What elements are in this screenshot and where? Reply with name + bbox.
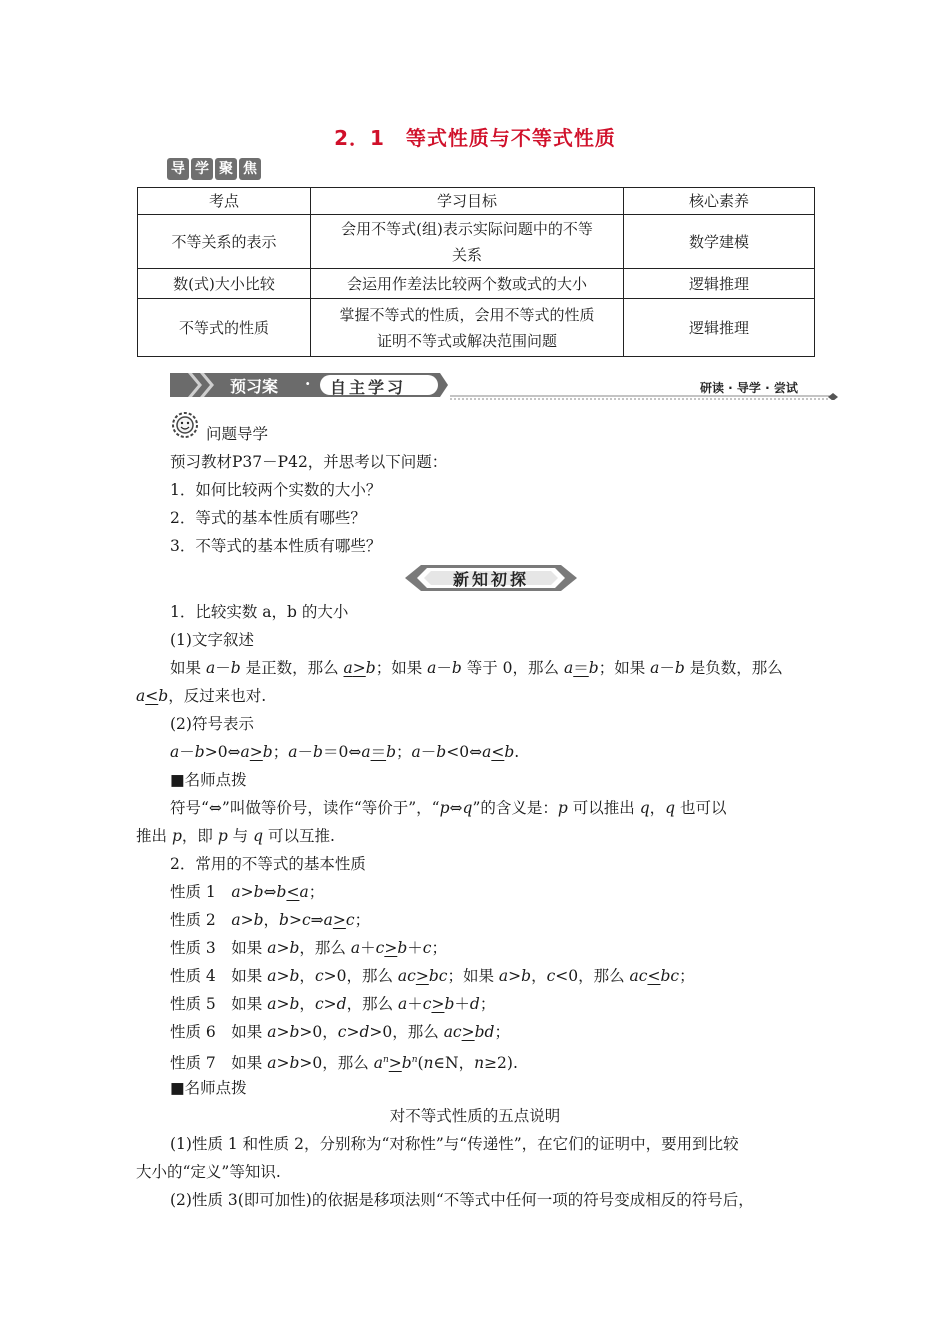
badge-char: 学 <box>191 158 213 180</box>
section-badge <box>167 158 261 180</box>
question-item: 1．如何比较两个实数的大小？ <box>170 481 382 499</box>
five-points-title: 对不等式性质的五点说明 <box>389 1107 561 1125</box>
table-cell: 数(式)大小比较 <box>138 269 311 299</box>
new-knowledge-banner <box>405 563 577 593</box>
new-knowledge-text: 新知初探 <box>452 570 529 589</box>
property-2: 性质 2 a>b，b>c⇒a>c； <box>170 911 371 929</box>
table-cell: 会用不等式(组)表示实际问题中的不等 关系 <box>311 215 624 269</box>
table-cell: 掌握不等式的性质，会用不等式的性质 证明不等式或解决范围问题 <box>311 299 624 357</box>
property-4: 性质 4 如果 a>b，c>0，那么 ac>bc；如果 a>b，c<0，那么 ac<bc； <box>170 967 695 985</box>
page-title: 2．1 等式性质与不等式性质 <box>334 126 616 150</box>
table-row <box>138 269 815 299</box>
table-row <box>138 215 815 269</box>
property-5: 性质 5 如果 a>b，c>d，那么 a＋c>b＋d； <box>170 995 496 1013</box>
banner-tagline: 研读 · 导学 · 尝试 <box>700 381 798 395</box>
table-cell: 不等关系的表示 <box>138 215 311 269</box>
property-1: 性质 1 a>b⇔b<a； <box>170 883 325 901</box>
property-6: 性质 6 如果 a>b>0，c>d>0，那么 ac>bd； <box>170 1023 510 1041</box>
preview-banner <box>170 370 840 400</box>
property-3: 性质 3 如果 a>b，那么 a＋c>b＋c； <box>170 939 447 957</box>
table-cell: 数学建模 <box>624 215 815 269</box>
learning-goals-table <box>137 187 815 357</box>
banner-left-text: 预习案 <box>230 377 279 396</box>
section1-heading: 1．比较实数 a，b 的大小 <box>170 603 349 621</box>
teacher-tip-label-2: ■名师点拨 <box>170 1079 247 1097</box>
teacher-tip-label: ■名师点拨 <box>170 771 247 789</box>
symbol-statement: a－b>0⇔a>b；a－b＝0⇔a＝b；a－b<0⇔a<b. <box>170 743 520 761</box>
table-cell: 不等式的性质 <box>138 299 311 357</box>
table-cell: 逻辑推理 <box>624 269 815 299</box>
question-guide-intro: 预习教材P37－P42，并思考以下问题： <box>170 453 448 471</box>
table-header: 核心素养 <box>624 188 815 215</box>
question-guide-label: 问题导学 <box>206 425 269 443</box>
sun-smiley-icon <box>172 412 198 438</box>
property-7: 性质 7 如果 a>b>0，那么 $a^n>b^n(n\in N$，n≥2). <box>170 1054 518 1073</box>
table-cell: 逻辑推理 <box>624 299 815 357</box>
section1-sub1: (1)文字叙述 <box>170 631 254 649</box>
tip-line2: 推出 p，即 p 与 q 可以互推. <box>136 827 335 845</box>
para2-line1: (2)性质 3(即可加性)的依据是移项法则“不等式中任何一项的符号变成相反的符号后， <box>170 1191 754 1209</box>
question-item: 3．不等式的基本性质有哪些？ <box>170 537 382 555</box>
section2-heading: 2．常用的不等式的基本性质 <box>170 855 366 873</box>
tip-line1: 符号“⇔”叫做等价号，读作“等价于”，“p⇔q”的含义是：p 可以推出 q，q 也可以 <box>170 799 727 817</box>
banner-right-text: 自主学习 <box>330 378 407 397</box>
table-header: 学习目标 <box>311 188 624 215</box>
text-statement-line2: a<b，反过来也对. <box>136 687 267 705</box>
text-statement-line1: 如果 a－b 是正数，那么 a>b；如果 a－b 等于 0，那么 a＝b；如果 a－b 是负数，那么 <box>170 659 783 677</box>
para1-line2: 大小的“定义”等知识. <box>136 1163 281 1181</box>
badge-char: 导 <box>167 158 189 180</box>
para1-line1: (1)性质 1 和性质 2，分别称为“对称性”与“传递性”，在它们的证明中，要用到比较 <box>170 1135 739 1153</box>
table-row <box>138 299 815 357</box>
banner-dot: · <box>305 374 311 393</box>
badge-char: 聚 <box>215 158 237 180</box>
badge-char: 焦 <box>239 158 261 180</box>
question-item: 2．等式的基本性质有哪些？ <box>170 509 366 527</box>
section1-sub2: (2)符号表示 <box>170 715 254 733</box>
table-header: 考点 <box>138 188 311 215</box>
table-cell: 会运用作差法比较两个数或式的大小 <box>311 269 624 299</box>
